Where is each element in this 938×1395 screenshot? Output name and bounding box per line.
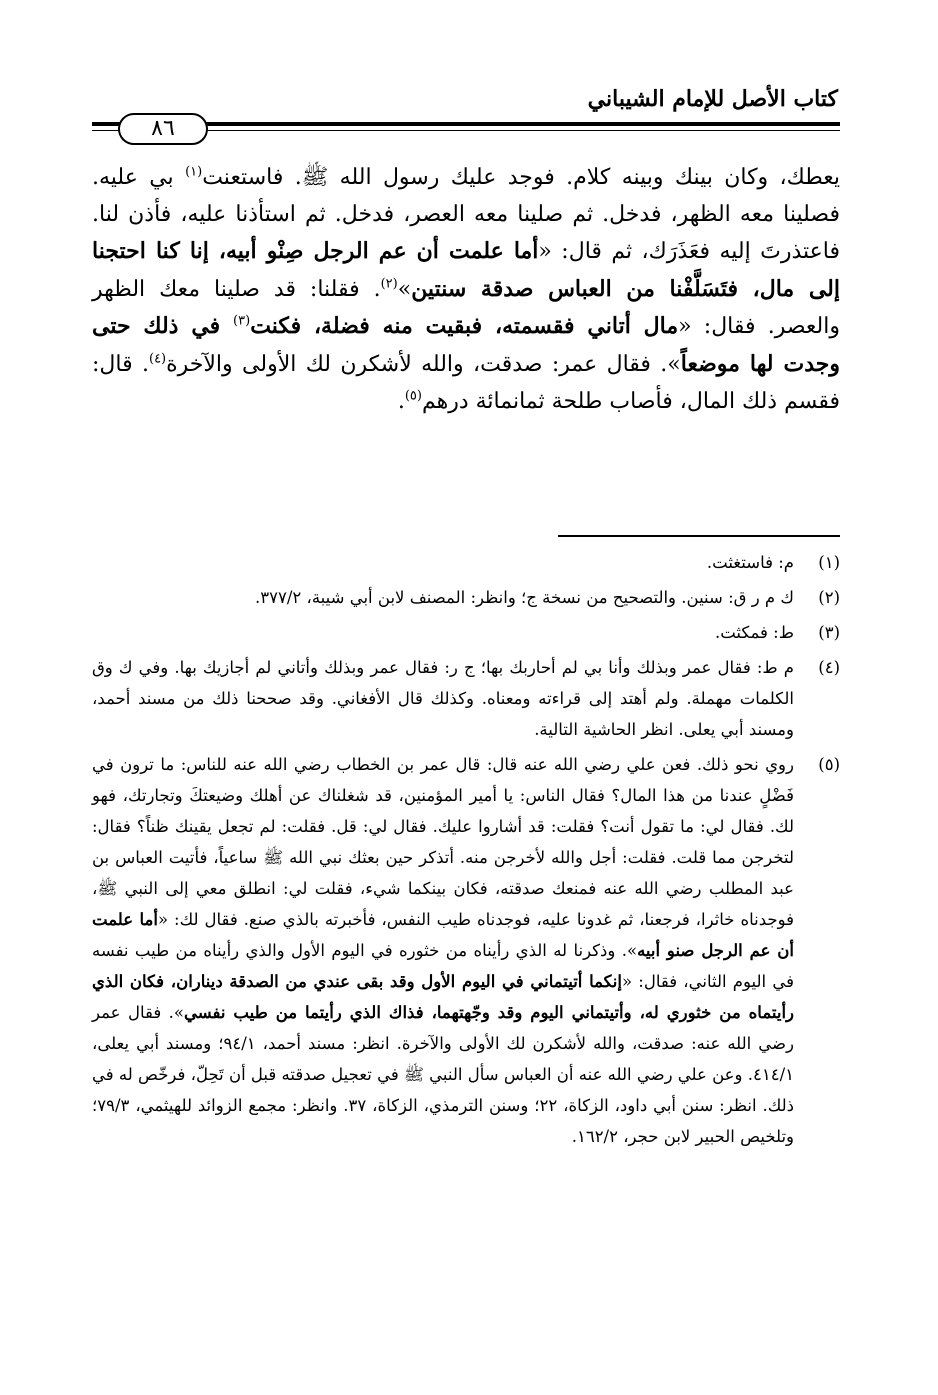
footnote-ref: (٥)	[404, 388, 422, 404]
text-run: . قال: فقسم ذلك المال، فأصاب طلحة ثمانمائة درهم	[92, 351, 840, 414]
text-run: »	[397, 276, 412, 302]
footnote-text: روي نحو ذلك. فعن علي رضي الله عنه قال: قال عمر بن الخطاب رضي الله عنه للناس: ما ترون في فَضْلٍ عندنا من هذا المال؟ فقال الناس: يا أمير المؤمنين، قد شغلناك عن أهلك وضيعتكَ وتجارتك، فهو لك. فقال لي: ما تقول أنت؟ فقلت: قد أشاروا عليك. فقال لي: قل. فقلت: لم تجعل يقينك ظناً؟ فقال: لتخرجن مما قلت. فقلت: أجل والله لأخرجن منه. أتذكر حين بعثك نبي الله ﷺ ساعياً، فأتيت العباس بن عبد المطلب رضي الله عنه فمنعك صدقته، فكان بينكما شيء، فقلت لي: انطلق معي إلى النبي ﷺ، فوجدناه خاثرا، فرجعنا، ثم غدونا عليه، فوجدناه طيب النفس، فأخبرته بالذي صنع. فقال لك: «	[92, 755, 794, 929]
text-run: . فقلنا: قد صلينا معك الظهر والعصر. فقال: «	[92, 276, 840, 340]
footnote-number: (٢)	[818, 588, 840, 607]
text-run: .	[397, 388, 405, 414]
footnote-text: ك م ر ق: سنين. والتصحيح من نسخة ج؛ وانظر: المصنف لابن أبي شيبة، ٣٧٧/٢.	[255, 588, 794, 607]
bold-quote: أما علمت أن عم الرجل صنو أبيه	[92, 910, 794, 960]
main-paragraph	[92, 160, 840, 420]
footnote-text: ». وذكرنا له الذي رأيناه من خثوره في اليوم الأول والذي رأيناه من طيب نفسه في اليوم الثاني، فقال: «	[92, 941, 794, 991]
footnote-ref: (١)	[185, 164, 203, 180]
footnote-number: (٤)	[818, 658, 840, 677]
text-run: يعطك، وكان بينك وبينه كلام. فوجد عليك رسول الله ﷺ. فاستعنت	[202, 165, 840, 190]
bold-quote: إنكما أتيتماني في اليوم الأول وقد بقى عندي من الصدقة ديناران، فكان الذي رأيتماه من خثوري له، وأتيتماني اليوم وقد وجّهتهما، فذاك الذي رأيتما من طيب نفسي	[92, 972, 794, 1022]
footnote-5	[92, 749, 840, 1152]
footnote-2	[92, 582, 840, 613]
bold-quote: مال أتاني فقسمته، فبقيت منه فضلة، فكنت	[250, 313, 679, 340]
bold-quote: في ذلك حتى وجدت لها موضعاً	[92, 313, 840, 377]
running-title: كتاب الأصل للإمام الشيباني	[587, 86, 838, 112]
footnote-text: م ط: فقال عمر وبذلك وأنا بي لم أحاربك بها؛ ج ر: فقال عمر وبذلك وأتاني لم أجازيك بها. وفي ك وق الكلمات مهملة. ولم أهتد إلى قراءته ومعناه. وكذلك قال الأفغاني. وقد صححنا ذلك من مسند أحمد، ومسند أبي يعلى. انظر الحاشية التالية.	[92, 658, 794, 739]
text-run: ». فقال عمر: صدقت، والله لأشكرن لك الأولى والآخرة	[166, 351, 681, 377]
footnote-3	[92, 617, 840, 648]
footnote-ref: (٤)	[148, 351, 167, 367]
footnote-text: ». فقال عمر رضي الله عنه: صدقت، والله لأشكرن لك الأولى والآخرة. انظر: مسند أحمد، ٩٤/١؛ ومسند أبي يعلى، ٤١٤/١. وعن علي رضي الله عنه أن العباس سأل النبي ﷺ في تعجيل صدقته قبل أن تَحِلّ، فرخّص له في ذلك. انظر: سنن أبي داود، الزكاة، ٢٢؛ وسنن الترمذي، الزكاة، ٣٧. وانظر: مجمع الزوائد للهيثمي، ٧٩/٣؛ وتلخيص الحبير لابن حجر، ١٦٢/٢.	[92, 1003, 795, 1146]
footnote-number: (٣)	[818, 623, 840, 642]
bold-quote: أما علمت أن عم الرجل صِنْو أبيه، إنا كنا احتجنا إلى مال، فتَسَلَّفْنا من العباس صدقة سنتين	[92, 238, 841, 302]
footnotes	[92, 547, 840, 1156]
footnote-text: ط: فمكثت.	[714, 623, 794, 642]
footnote-4	[92, 652, 840, 745]
footnote-number: (١)	[818, 553, 840, 572]
text-run: بي عليه. فصلينا معه الظهر، فدخل. ثم صلينا معه العصر، فدخل. ثم استأذنا عليه، فأذن لنا. فاعتذرتَ إليه فعَذَرَك، ثم قال: «	[92, 165, 840, 265]
page-number: ٨٦	[118, 113, 208, 145]
footnote-number: (٥)	[818, 755, 840, 774]
footnote-ref: (٢)	[380, 276, 398, 292]
main-text	[92, 160, 840, 420]
footnote-1	[92, 547, 840, 578]
footnote-separator	[558, 535, 840, 537]
footnote-ref: (٣)	[233, 314, 251, 330]
footnote-text: م: فاستغثت.	[706, 553, 794, 572]
